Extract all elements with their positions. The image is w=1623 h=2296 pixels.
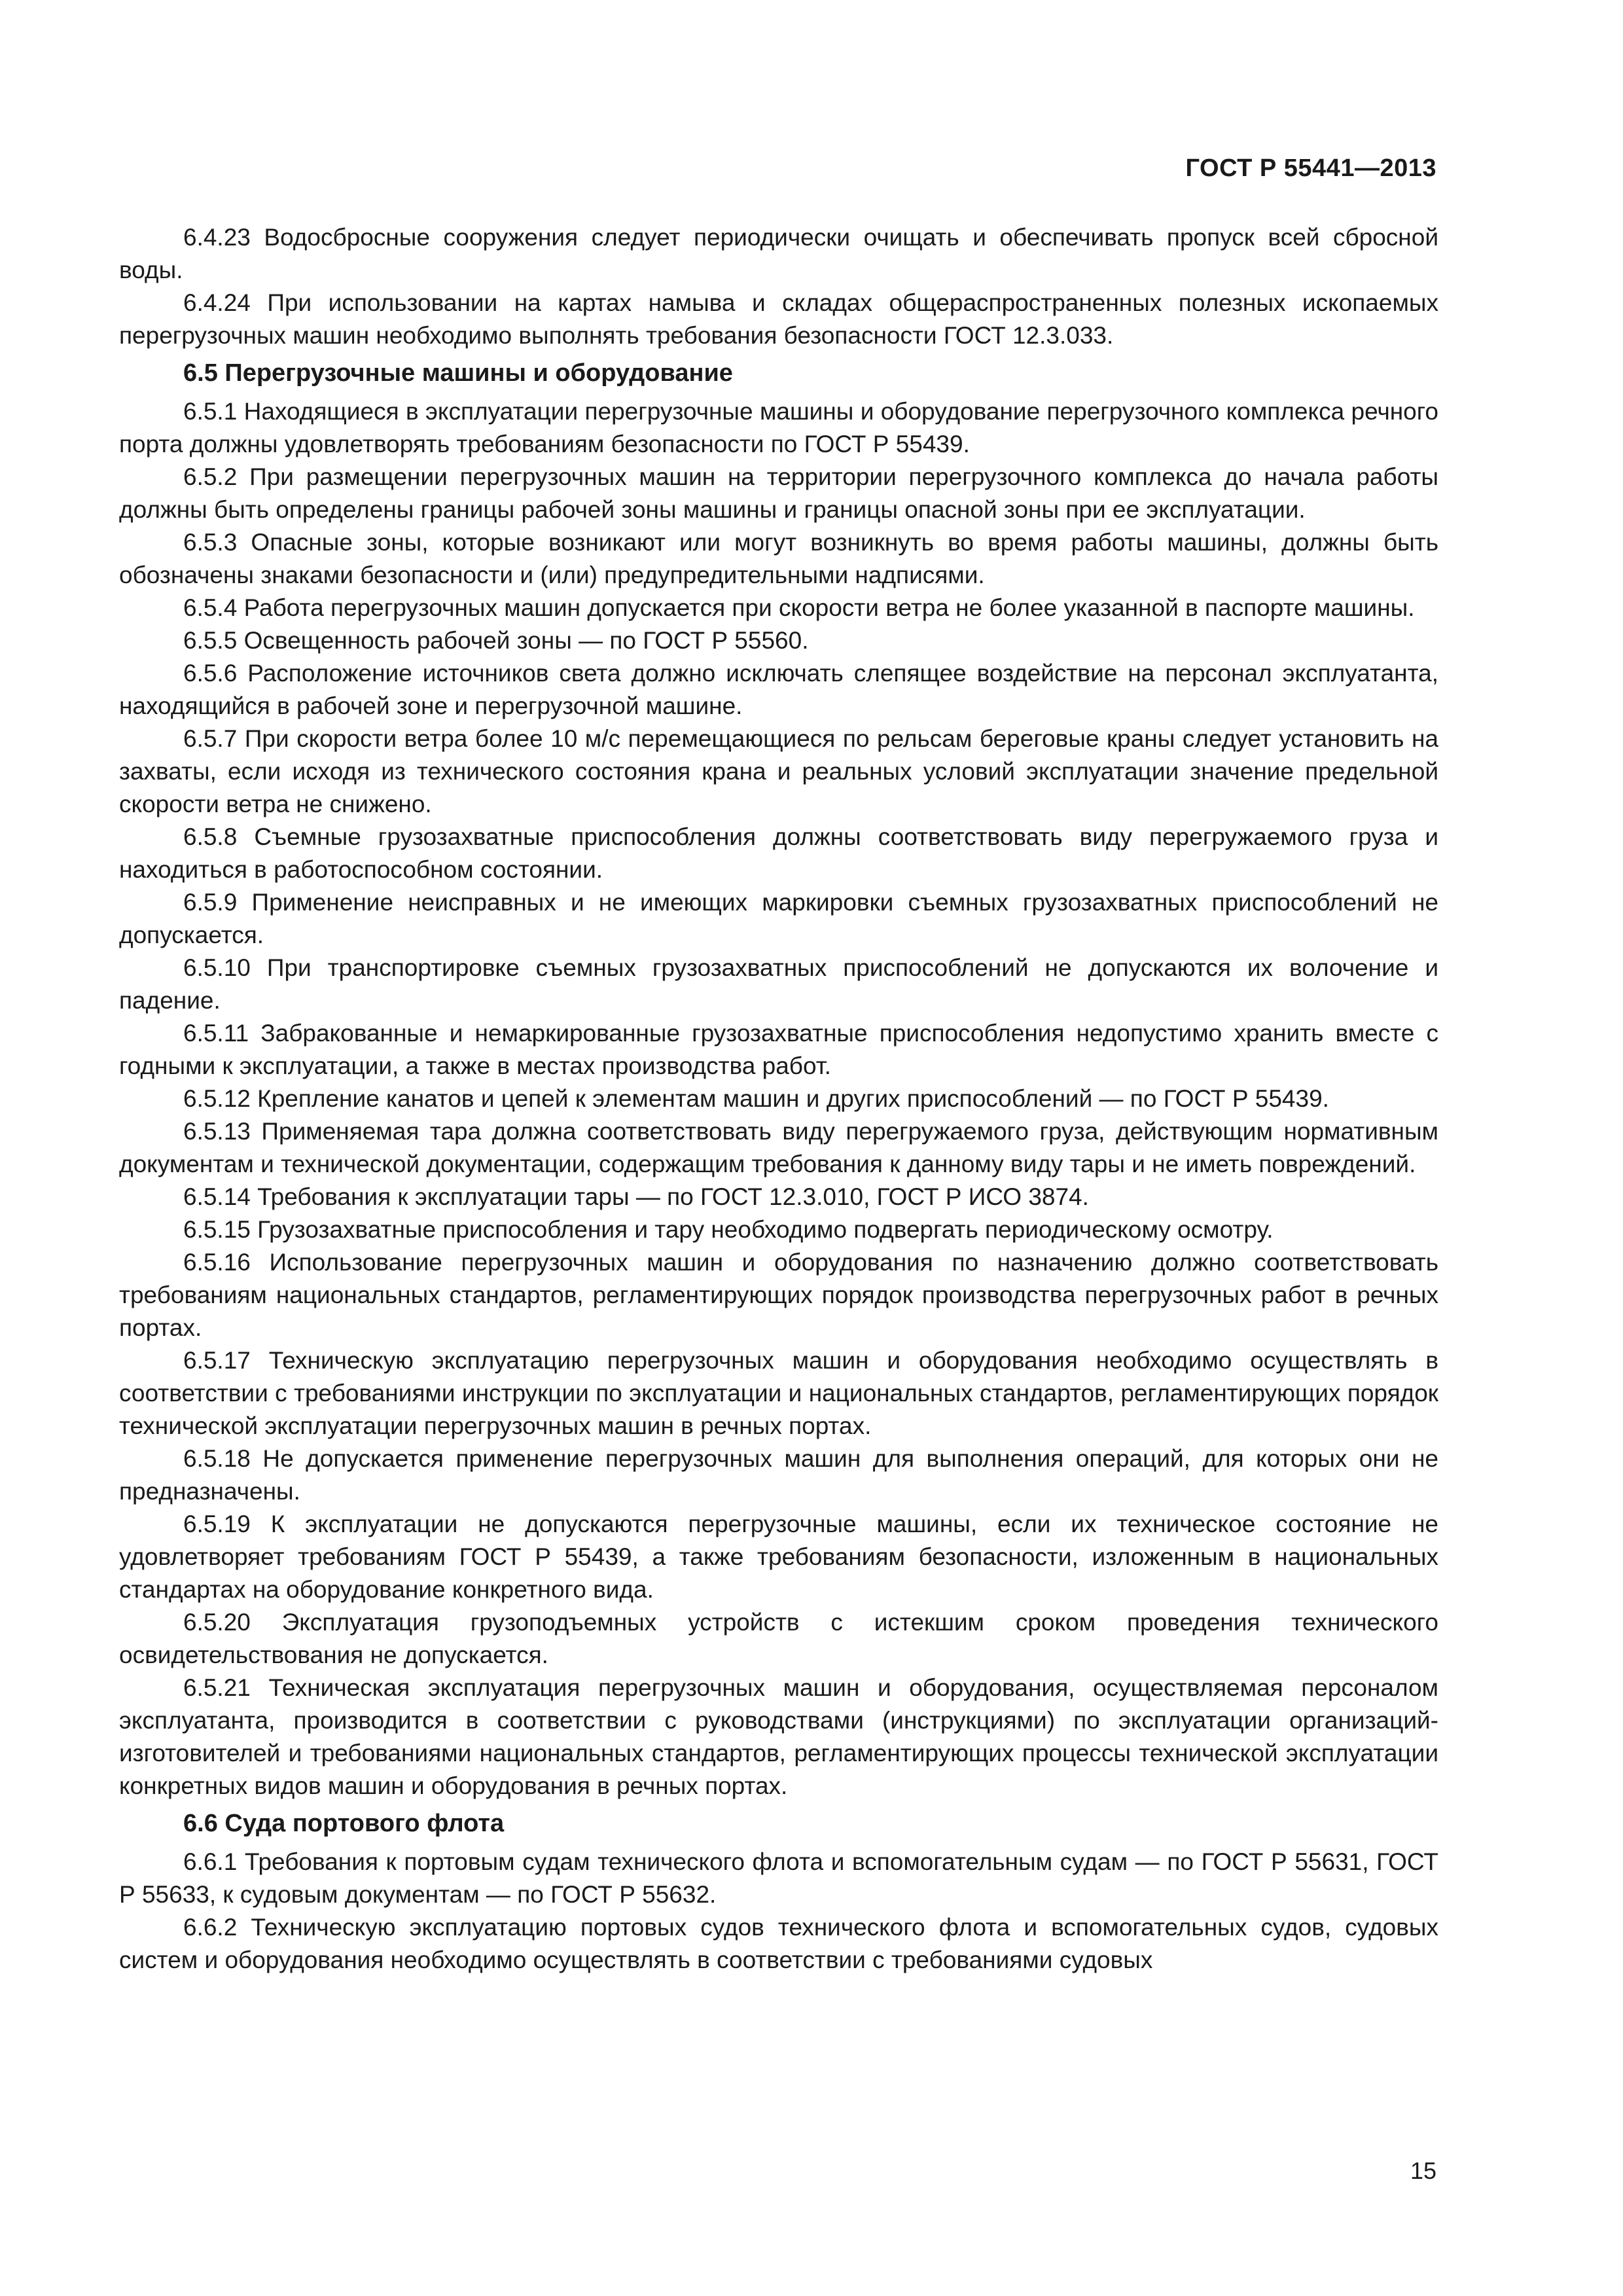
paragraph-6-5-13: 6.5.13 Применяемая тара должна соответствовать виду перегружаемого груза, действующим нормативным документам и технической документации, содержащим требования к данному виду тары и не иметь повреждений.: [119, 1118, 1438, 1177]
paragraph-6-6-2: 6.6.2 Техническую эксплуатацию портовых судов технического флота и вспомогательных судов, судовых систем и оборудования необходимо осуществлять в соответствии с требованиями судовых: [119, 1914, 1438, 1973]
section-title-6-6: 6.6 Суда портового флота: [183, 1810, 505, 1837]
paragraph-6-5-16: 6.5.16 Использование перегрузочных машин и оборудования по назначению должно соответствовать требованиям национальных стандартов, регламентирующих порядок производства перегрузочных работ в речных портах.: [119, 1249, 1438, 1341]
paragraph-6-5-12: 6.5.12 Крепление канатов и цепей к элементам машин и других приспособлений — по ГОСТ Р 55439.: [183, 1085, 1329, 1112]
paragraph-6-5-10: 6.5.10 При транспортировке съемных грузозахватных приспособлений не допускаются их волочение и падение.: [119, 954, 1438, 1014]
page-number: 15: [1410, 2157, 1436, 2184]
paragraph-6-4-24: 6.4.24 При использовании на картах намыва и складах общераспространенных полезных ископаемых перегрузочных машин необходимо выполнять требования безопасности ГОСТ 12.3.033.: [119, 289, 1438, 349]
paragraph-6-5-5: 6.5.5 Освещенность рабочей зоны — по ГОСТ Р 55560.: [183, 627, 809, 654]
paragraph-6-5-1: 6.5.1 Находящиеся в эксплуатации перегрузочные машины и оборудование перегрузочного комплекса речного порта должны удовлетворять требованиям безопасности по ГОСТ Р 55439.: [119, 398, 1438, 457]
paragraph-6-5-8: 6.5.8 Съемные грузозахватные приспособления должны соответствовать виду перегружаемого груза и находиться в работоспособном состоянии.: [119, 823, 1438, 883]
paragraph-6-5-2: 6.5.2 При размещении перегрузочных машин на территории перегрузочного комплекса до начала работы должны быть определены границы рабочей зоны машины и границы опасной зоны при ее эксплуатации.: [119, 463, 1438, 523]
paragraph-6-5-19: 6.5.19 К эксплуатации не допускаются перегрузочные машины, если их техническое состояние не удовлетворяет требованиям ГОСТ Р 55439, а также требованиям безопасности, изложенным в национальных стандартах на оборудование конкретного вида.: [119, 1511, 1438, 1603]
document-body: [119, 221, 1438, 1977]
document-header: ГОСТ Р 55441—2013: [1185, 154, 1436, 182]
paragraph-6-5-9: 6.5.9 Применение неисправных и не имеющих маркировки съемных грузозахватных приспособлений не допускается.: [119, 889, 1438, 948]
paragraph-6-5-18: 6.5.18 Не допускается применение перегрузочных машин для выполнения операций, для которых они не предназначены.: [119, 1445, 1438, 1505]
paragraph-6-5-4: 6.5.4 Работа перегрузочных машин допускается при скорости ветра не более указанной в паспорте машины.: [183, 594, 1415, 621]
paragraph-6-5-17: 6.5.17 Техническую эксплуатацию перегрузочных машин и оборудования необходимо осуществлять в соответствии с требованиями инструкции по эксплуатации и национальных стандартов, регламентирующих порядок технической эксплуатации перегрузочных машин в речных портах.: [119, 1347, 1438, 1439]
paragraph-6-6-1: 6.6.1 Требования к портовым судам технического флота и вспомогательным судам — по ГОСТ Р 55631, ГОСТ Р 55633, к судовым документам — по ГОСТ Р 55632.: [119, 1848, 1438, 1908]
paragraph-6-5-21: 6.5.21 Техническая эксплуатация перегрузочных машин и оборудования, осуществляемая персоналом эксплуатанта, производится в соответствии с руководствами (инструкциями) по эксплуатации организаций-изготовителей и требованиями национальных стандартов, регламентирующих процессы технической эксплуатации конкретных видов машин и оборудования в речных портах.: [119, 1674, 1438, 1799]
paragraph-6-5-11: 6.5.11 Забракованные и немаркированные грузозахватные приспособления недопустимо хранить вместе с годными к эксплуатации, а также в местах производства работ.: [119, 1020, 1438, 1079]
paragraph-6-5-14: 6.5.14 Требования к эксплуатации тары — по ГОСТ 12.3.010, ГОСТ Р ИСО 3874.: [183, 1183, 1089, 1210]
paragraph-6-5-3: 6.5.3 Опасные зоны, которые возникают или могут возникнуть во время работы машины, должны быть обозначены знаками безопасности и (или) предупредительными надписями.: [119, 529, 1438, 588]
paragraph-6-4-23: 6.4.23 Водосбросные сооружения следует периодически очищать и обеспечивать пропуск всей сбросной воды.: [119, 224, 1438, 283]
paragraph-6-5-7: 6.5.7 При скорости ветра более 10 м/с перемещающиеся по рельсам береговые краны следует установить на захваты, если исходя из технического состояния крана и реальных условий эксплуатации значение предельной скорости ветра не снижено.: [119, 725, 1438, 817]
section-title-6-5: 6.5 Перегрузочные машины и оборудование: [183, 359, 733, 387]
paragraph-6-5-20: 6.5.20 Эксплуатация грузоподъемных устройств с истекшим сроком проведения технического освидетельствования не допускается.: [119, 1609, 1438, 1668]
paragraph-6-5-6: 6.5.6 Расположение источников света должно исключать слепящее воздействие на персонал эксплуатанта, находящийся в рабочей зоне и перегрузочной машине.: [119, 660, 1438, 719]
paragraph-6-5-15: 6.5.15 Грузозахватные приспособления и тару необходимо подвергать периодическому осмотру.: [183, 1216, 1274, 1243]
